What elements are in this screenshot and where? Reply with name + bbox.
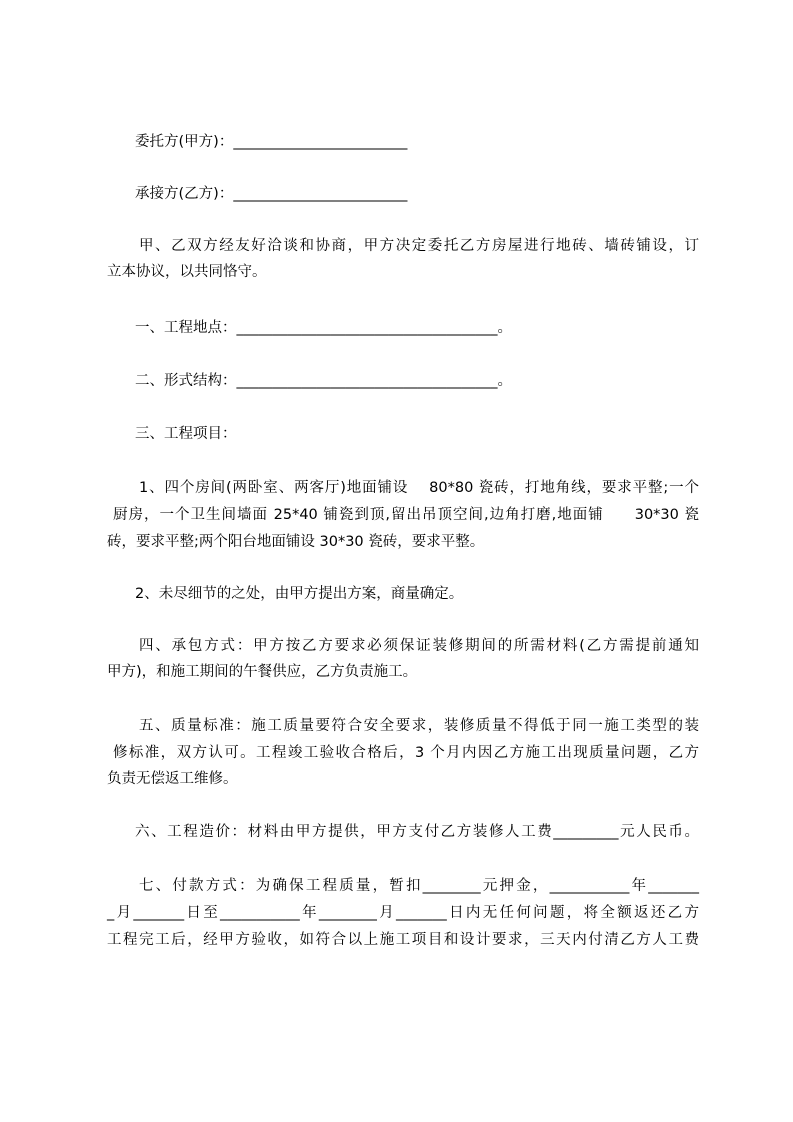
section-6-cost: 六、工程造价：材料由甲方提供，甲方支付乙方装修人工费_________元人民币。 [135,824,699,840]
item-1-line-1: 1、四个房间(两卧室、两客厅)地面铺设 80*80 瓷砖，打地角线，要求平整;一个 [139,480,699,496]
section-5-line-3: 负责无偿返工维修。 [107,771,238,787]
contractor-party-line: 承接方(乙方)：________________________ [135,186,408,202]
section-7-line-2: _月_______日至___________年________月_______日内无任何问题，将全额返还乙方 [107,905,699,921]
section-1-location: 一、工程地点：____________________________________。 [135,320,512,336]
section-2-structure: 二、形式结构：____________________________________。 [135,373,512,389]
section-3-heading: 三、工程项目： [135,426,237,442]
intro-line-2: 立本协议，以共同恪守。 [107,264,267,280]
section-7-line-1: 七、付款方式：为确保工程质量，暂扣________元押金，___________年_______ [139,878,699,894]
item-1-line-2: 厨房，一个卫生间墙面 25*40 铺瓷到顶,留出吊顶空间,边角打磨,地面铺 30*30 瓷 [113,507,699,523]
client-party-line: 委托方(甲方)：________________________ [135,134,408,150]
section-5-line-2: 修标准，双方认可。工程竣工验收合格后，3 个月内因乙方施工出现质量问题，乙方 [113,745,699,761]
intro-line-1: 甲、乙双方经友好洽谈和协商，甲方决定委托乙方房屋进行地砖、墙砖铺设，订 [139,238,699,254]
section-4-line-1: 四、承包方式：甲方按乙方要求必须保证装修期间的所需材料(乙方需提前通知 [139,638,699,654]
item-1-line-3: 砖，要求平整;两个阳台地面铺设 30*30 瓷砖，要求平整。 [107,534,485,550]
item-2: 2、未尽细节的之处，由甲方提出方案，商量确定。 [135,586,464,602]
section-5-line-1: 五、质量标准：施工质量要符合安全要求，装修质量不得低于同一施工类型的装 [139,718,699,734]
section-7-line-3: 工程完工后，经甲方验收，如符合以上施工项目和设计要求，三天内付清乙方人工费 [107,932,699,948]
section-4-line-2: 甲方)，和施工期间的午餐供应，乙方负责施工。 [107,664,418,680]
